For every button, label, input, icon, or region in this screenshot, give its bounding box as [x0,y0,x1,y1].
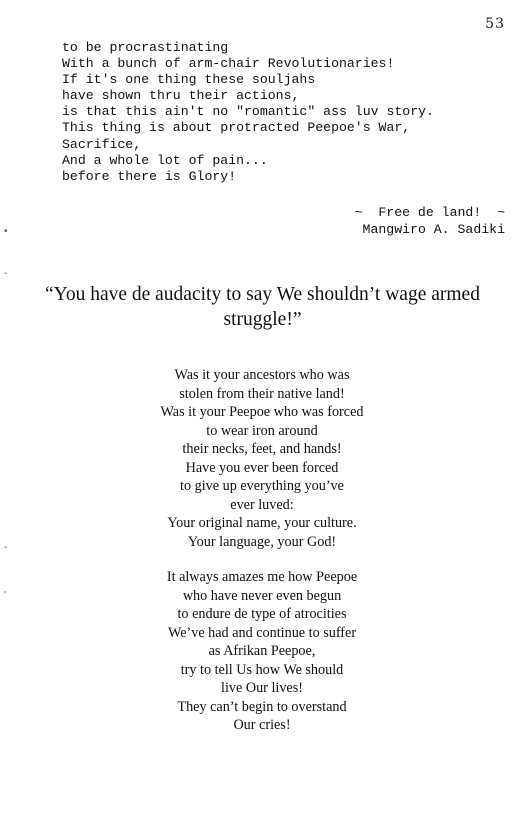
poem-line: ever luved: [230,496,294,513]
poem-line: to give up everything you’ve [180,478,344,494]
text-line: This thing is about protracted Peepoe's War, [62,120,411,136]
margin-mark: - [4,542,8,553]
margin-mark: • [4,226,8,237]
poem-line: to endure de type of atrocities [177,606,347,622]
poem-line: stolen from their native land! [179,385,345,402]
margin-mark: ' [4,590,6,601]
poem-line: It always amazes me how Peepoe [166,569,358,585]
poem-line: as Afrikan Peepoe, [208,643,316,659]
poem-line: Your original name, your culture. [167,515,357,531]
poem-line: Our cries! [233,717,291,733]
margin-mark: - [4,268,8,279]
text-line: And a whole lot of pain... [62,152,268,168]
poem-line: Was it your Peepoe who was forced [160,404,364,420]
poem-line: to wear iron around [206,422,318,439]
page-number: 53 [485,16,505,32]
poem-line: their necks, feet, and hands! [182,441,342,457]
poem-stanza [112,568,412,735]
poem-line: who have never even begun [182,587,342,604]
poem-line: Your language, your God! [187,533,337,550]
poem-line: live Our lives! [221,680,303,696]
poem-line: Have you ever been forced [185,459,339,476]
poem-stanza [112,366,412,551]
top-text-block [62,40,512,185]
poem-line: try to tell Us how We should [180,661,344,678]
signature-slogan: ~ Free de land! ~ [354,205,505,220]
signature-block [355,204,505,238]
text-line: to be procrastinating [62,40,229,55]
text-line: Sacrifice, [62,136,142,152]
text-line: If it's one thing these souljahs [62,72,316,88]
poem-line: Was it your ancestors who was [174,367,350,383]
poem-line: We’ve had and continue to suffer [167,624,357,641]
poem-title: “You have de audacity to say We shouldn’t wage armed struggle!” [45,284,480,330]
text-line: With a bunch of arm-chair Revolutionaries! [62,56,395,72]
text-line: have shown thru their actions, [62,88,300,104]
signature-author: Mangwiro A. Sadiki [362,222,505,237]
text-line: is that this ain't no "romantic" ass luv story. [62,104,434,120]
text-line: before there is Glory! [62,168,237,184]
poem-body [112,366,412,735]
poem-line: They can’t begin to overstand [177,698,347,715]
